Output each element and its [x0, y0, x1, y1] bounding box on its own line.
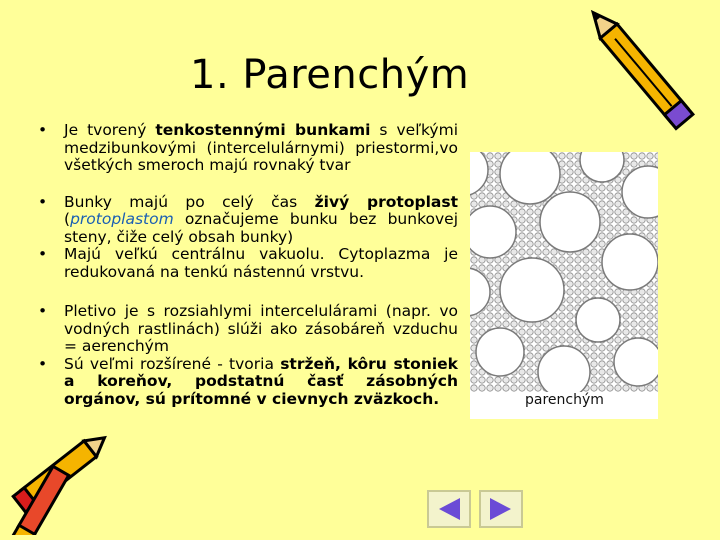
bullet-text: Bunky majú po celý čas — [64, 192, 315, 211]
bullet-text: Majú veľkú centrálnu vakuolu. Cytoplazma je redukovaná na tenkú nástennú vrstvu. — [64, 245, 458, 281]
bullet-dot: • — [38, 354, 48, 373]
bullet-item — [38, 303, 458, 356]
bullet-dot: • — [38, 192, 48, 211]
bullet-item — [38, 246, 458, 281]
bullet-text: s veľkými medzibunkovými (intercelulárnymi) priestormi,vo všetkých smeroch majú rovnaký tvar — [64, 121, 459, 174]
triangle-right-icon — [481, 492, 521, 526]
previous-slide-button[interactable] — [427, 490, 471, 528]
bullet-item — [38, 356, 458, 409]
pencil-icon — [0, 405, 120, 535]
bullet-bold: stržeň, kôru stoniek a koreňov, podstatnú časť zásobných orgánov, sú prítomné v cievnych zväzkoch. — [64, 354, 458, 408]
triangle-left-icon — [429, 492, 469, 526]
bullet-dot: • — [38, 121, 48, 139]
slide-title: 1. Parenchým — [190, 52, 470, 98]
pencil-icon — [560, 0, 720, 140]
bullet-dot: • — [38, 302, 48, 320]
bullet-bold: živý protoplast — [314, 192, 458, 211]
figure-caption: parenchým — [525, 392, 604, 408]
bullet-dot: • — [38, 245, 48, 263]
bullet-text: označujeme bunku bez bunkovej steny, čiže celý obsah bunky) — [64, 210, 458, 246]
bullet-text: Je tvorený — [64, 121, 156, 139]
bullet-text: Sú veľmi rozšírené - tvoria — [64, 354, 281, 373]
next-slide-button[interactable] — [479, 490, 523, 528]
bullet-italic: protoplastom — [70, 210, 174, 228]
bullet-text: ( — [64, 210, 71, 228]
bullet-list — [38, 122, 458, 408]
parenchyma-figure — [470, 152, 658, 419]
bullet-item — [38, 194, 458, 247]
bullet-item — [38, 122, 458, 175]
bullet-text: Pletivo je s rozsiahlymi intercelulárami (napr. vo vodných rastlinách) slúži ako zásobáreň vzduchu = aerenchým — [64, 302, 458, 355]
bullet-bold: tenkostennými bunkami — [155, 121, 371, 139]
parenchyma-cells-illustration — [470, 152, 658, 392]
